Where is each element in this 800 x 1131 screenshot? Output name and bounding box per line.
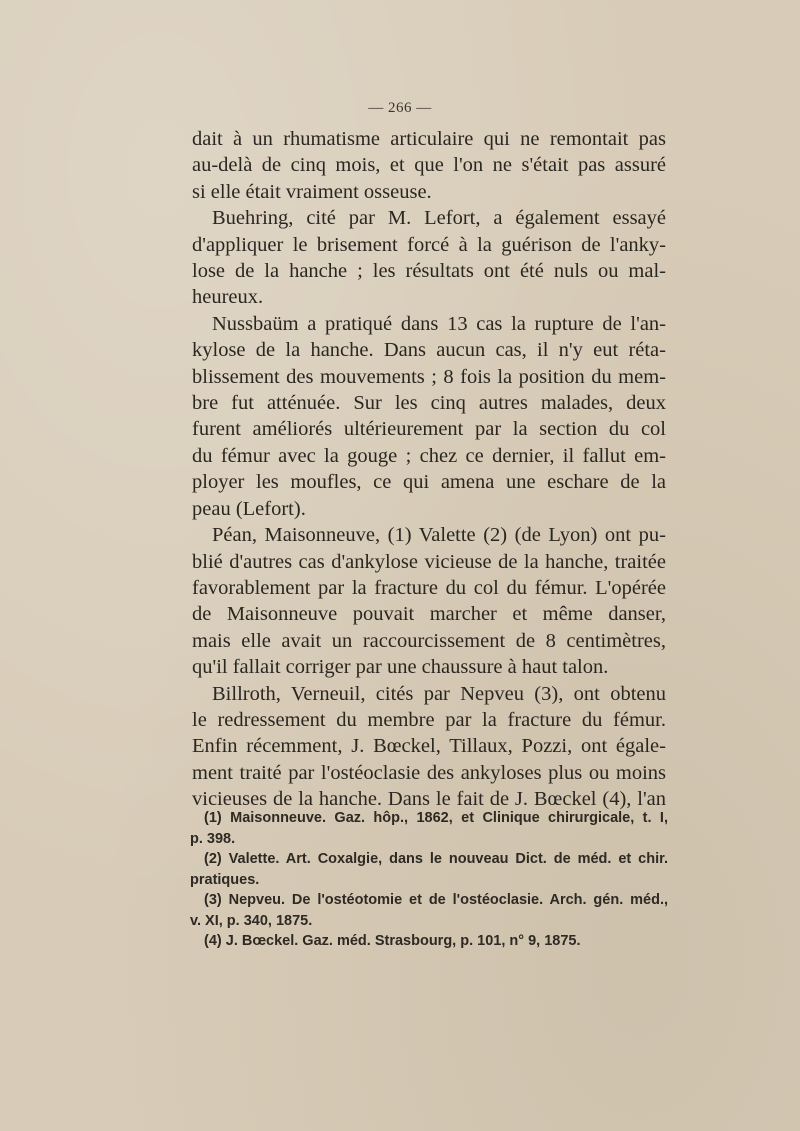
text-line: ployer les moufles, ce qui amena une eschare de la [192, 471, 666, 494]
footnote-line: (4) J. Bœckel. Gaz. méd. Strasbourg, p. 101, n° 9, 1875. [204, 933, 581, 949]
text-line: ment traité par l'ostéoclasie des ankyloses plus ou moins [192, 761, 666, 784]
text-line: heureux. [192, 286, 264, 309]
text-line: de Maisonneuve pouvait marcher et même danser, [192, 603, 666, 626]
text-line: bre fut atténuée. Sur les cinq autres malades, deux [192, 392, 666, 415]
footnote-line: (3) Nepveu. De l'ostéotomie et de l'ostéoclasie. Arch. gén. méd., [204, 892, 668, 908]
text-line: peau (Lefort). [192, 497, 306, 520]
paragraph [192, 205, 666, 311]
paragraph [192, 126, 666, 205]
paragraph [192, 681, 666, 813]
text-line: d'appliquer le brisement forcé à la guérison de l'anky- [192, 233, 666, 256]
text-line: Péan, Maisonneuve, (1) Valette (2) (de Lyon) ont pu- [212, 524, 666, 547]
page-number: — 266 — [368, 100, 432, 116]
text-line: blié d'autres cas d'ankylose vicieuse de la hanche, traitée [192, 550, 666, 573]
paragraph [192, 311, 666, 522]
text-line: Nussbaüm a pratiqué dans 13 cas la rupture de l'an- [212, 312, 666, 335]
text-line: mais elle avait un raccourcissement de 8 centimètres, [192, 629, 666, 652]
text-line: du fémur avec la gouge ; chez ce dernier, il fallut em- [192, 444, 666, 467]
footnote [190, 808, 668, 849]
text-line: kylose de la hanche. Dans aucun cas, il n'y eut réta- [192, 339, 666, 362]
footnote-line: pratiques. [190, 871, 260, 888]
footnote-line: v. XI, p. 340, 1875. [190, 912, 313, 929]
footnote-line: p. 398. [190, 830, 236, 847]
footnote-line: (2) Valette. Art. Coxalgie, dans le nouveau Dict. de méd. et chir. [204, 851, 668, 867]
text-line: si elle était vraiment osseuse. [192, 180, 432, 203]
text-line: dait à un rhumatisme articulaire qui ne remontait pas [192, 128, 666, 150]
text-line: Billroth, Verneuil, cités par Nepveu (3), ont obtenu [212, 682, 666, 705]
text-line: qu'il fallait corriger par une chaussure à haut talon. [192, 656, 609, 679]
footnote [190, 931, 668, 952]
text-line: furent améliorés ultérieurement par la section du col [192, 418, 666, 441]
body-text [192, 126, 666, 813]
text-line: au-delà de cinq mois, et que l'on ne s'était pas assuré [192, 154, 666, 177]
text-line: Buehring, cité par M. Lefort, a également essayé [212, 207, 666, 230]
text-line: vicieuses de la hanche. Dans le fait de J. Bœckel (4), l'an [192, 788, 666, 811]
text-line: Enfin récemment, J. Bœckel, Tillaux, Pozzi, ont égale- [192, 735, 666, 758]
footnote [190, 890, 668, 931]
text-line: lose de la hanche ; les résultats ont été nuls ou mal- [192, 260, 666, 283]
footnote [190, 849, 668, 890]
text-line: favorablement par la fracture du col du fémur. L'opérée [192, 576, 666, 599]
text-line: le redressement du membre par la fracture du fémur. [192, 708, 666, 731]
footnote-line: (1) Maisonneuve. Gaz. hôp., 1862, et Clinique chirurgicale, t. I, [204, 810, 668, 826]
footnotes [190, 808, 668, 952]
paragraph [192, 522, 666, 680]
text-line: blissement des mouvements ; 8 fois la position du mem- [192, 365, 666, 388]
